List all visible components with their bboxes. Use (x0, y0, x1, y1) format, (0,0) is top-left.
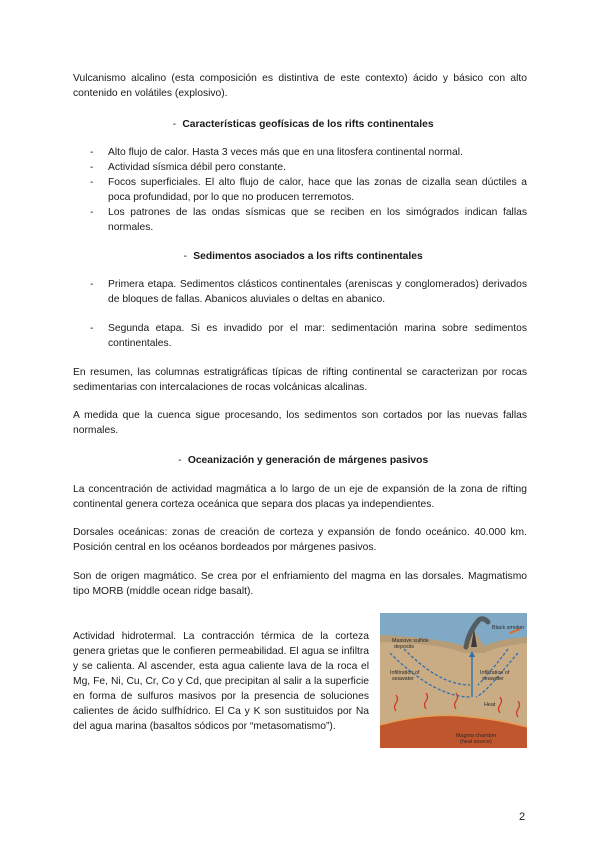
list-item: - Focos superficiales. El alto flujo de calor, hace que las zonas de cizalla sean dúctiles a poca profundidad, por lo que no producen terremotos. (90, 175, 527, 205)
heading-bullet: - (172, 119, 177, 130)
section-heading-sediments (73, 249, 527, 264)
summary-paragraph: En resumen, las columnas estratigráficas típicas de rifting continental se caracterizan por rocas sedimentarias con intercalaciones de rocas volcánicas alcalinas. (73, 367, 527, 393)
hydrothermal-vent-diagram (380, 613, 527, 748)
label-sulfide-2: deposits (394, 644, 415, 650)
section-heading-geophysics (73, 117, 527, 132)
list-item: - Actividad sísmica débil pero constante. (90, 160, 527, 175)
label-infiltration-right-1: Infiltration of (480, 670, 510, 676)
heading-title: Oceanización y generación de márgenes pasivos (187, 455, 429, 466)
magmatic-paragraph: La concentración de actividad magmática a lo largo de un eje de expansión de la zona de rifting continental genera corteza oceánica que separa dos placas ya independientes. (73, 484, 527, 510)
heading-bullet: - (178, 455, 182, 466)
list-item: - Alto flujo de calor. Hasta 3 veces más que en una litosfera continental normal. (90, 145, 527, 160)
heading-title: Sedimentos asociados a los rifts continentales (193, 251, 423, 262)
basin-paragraph: A medida que la cuenca sigue procesando, los sedimentos son cortados por las nuevas fallas normales. (73, 410, 527, 436)
diagram-svg (380, 613, 527, 748)
label-sulfide-1: Massive sulfide (392, 638, 429, 644)
intro-paragraph: Vulcanismo alcalino (esta composición es distintiva de este contexto) ácido y básico con alto contenido en volátiles (explosivo). (73, 73, 527, 99)
page-number: 2 (519, 811, 526, 823)
sediments-list-1 (90, 277, 527, 307)
geophysics-list (90, 145, 527, 235)
label-black-smoker: Black smoker (492, 625, 525, 631)
section-heading-oceanization (73, 453, 527, 468)
list-item: - Segunda etapa. Si es invadido por el mar: sedimentación marina sobre sedimentos continentales. (90, 321, 527, 351)
origin-paragraph: Son de origen magmático. Se crea por el enfriamiento del magma en las dorsales. Magmatismo tipo MORB (middle ocean ridge basalt). (73, 571, 527, 597)
heading-bullet: - (183, 251, 187, 262)
label-heat: Heat (484, 702, 496, 708)
label-infiltration-left-1: Infiltration of (390, 670, 420, 676)
list-item: - Primera etapa. Sedimentos clásticos continentales (areniscas y conglomerados) derivados de bloques de fallas. Abanicos aluviales o deltas en abanico. (90, 277, 527, 307)
hydrothermal-paragraph: Actividad hidrotermal. La contracción térmica de la corteza genera grietas que le confieren permeabilidad. El agua se infiltra y se calienta. Al ascender, esta agua caliente lava de la roca el Mg, Fe, Ni, Cu, Cr, Co y Cd, que precipitan al salir a la superficie en forma de sulfuros masivos por la presencia de soluciones calientes de ácido sulfhídrico. El Ca y K son sustituidos por Na del agua marina (basaltos sódicos por “metasomatismo”). (73, 631, 369, 732)
sediments-list-2 (90, 321, 527, 351)
label-magma-1: Magma chamber (456, 733, 497, 739)
ridges-paragraph: Dorsales oceánicas: zonas de creación de corteza y expansión de fondo oceánico. 40.000 km. Posición central en los océanos bordeados por márgenes pasivos. (73, 527, 527, 553)
heading-title: Características geofísicas de los rifts continentales (182, 119, 434, 130)
label-infiltration-right-2: seawater (482, 676, 504, 682)
label-magma-2: (heat source) (460, 739, 492, 745)
label-infiltration-left-2: seawater (392, 676, 414, 682)
list-item: - Los patrones de las ondas sísmicas que se reciben en los simógrados indican fallas normales. (90, 205, 527, 235)
